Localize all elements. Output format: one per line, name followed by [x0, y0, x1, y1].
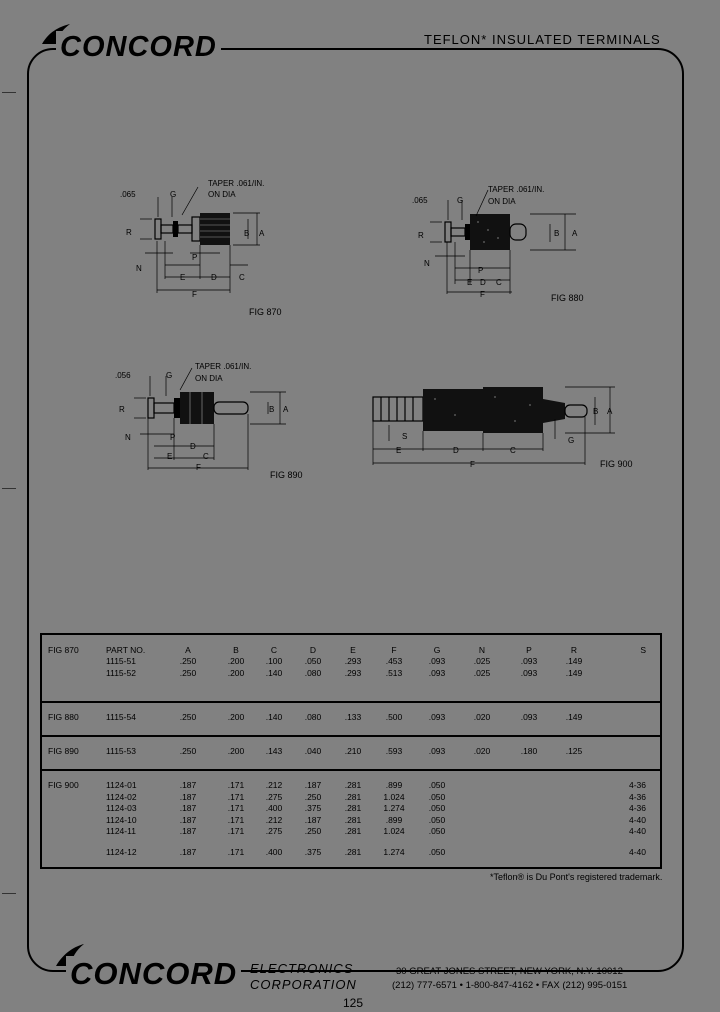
- table-cell-f: 1.024: [383, 791, 405, 802]
- table-cell-g: .093: [428, 656, 446, 666]
- table-group-fig-label: FIG 890: [48, 746, 79, 756]
- table-cell-c: .140: [265, 712, 283, 722]
- fig-870-dim-p: P: [192, 253, 198, 262]
- footer-electronics: ELECTRONICS: [250, 961, 354, 976]
- footer-address: 30 GREAT JONES STREET, NEW YORK, N.Y. 10012: [396, 966, 623, 977]
- fig-900-dim-c: C: [510, 446, 516, 455]
- fig-880-dim-a: A: [572, 229, 578, 238]
- fig-870-dim-065: .065: [120, 190, 136, 199]
- fig-890-dim-e: E: [167, 452, 173, 461]
- table-cell-g: .050: [428, 780, 446, 790]
- table-cell-c: .140: [265, 667, 283, 678]
- table-cell-d: .187: [304, 780, 322, 790]
- page-number: 125: [343, 996, 364, 1010]
- table-cell-d: .080: [304, 667, 322, 678]
- table-cell-part: 1124-10: [106, 814, 137, 825]
- table-cell-g: .050: [428, 791, 446, 802]
- table-cell-b: .171: [227, 846, 245, 857]
- table-cell-r: .149: [565, 712, 583, 722]
- fig-870-dim-a: A: [259, 229, 265, 238]
- table-cell-a: .187: [179, 780, 197, 790]
- table-cell-a: .250: [179, 667, 197, 678]
- table-header-col-n: N: [478, 645, 486, 655]
- fig-900-dim-a: A: [607, 407, 613, 416]
- table-header-col-c: C: [270, 645, 278, 655]
- table-cell-r: .149: [565, 656, 583, 666]
- table-cell-e: .293: [344, 667, 362, 678]
- table-cell-d: .187: [304, 814, 322, 825]
- table-cell-c: .143: [265, 746, 283, 756]
- table-cell-d: .375: [304, 846, 322, 857]
- fig-890-dim-g: G: [166, 371, 173, 380]
- table-cell-a: .187: [179, 814, 197, 825]
- trademark-footnote: *Teflon® is Du Pont's registered trademark.: [490, 872, 663, 882]
- table-cell-e: .281: [344, 826, 362, 836]
- table-cell-part: 1115-52: [106, 667, 136, 678]
- table-cell-d: .375: [304, 803, 322, 813]
- table-header-col-g: G: [433, 645, 441, 655]
- fig-890-taper: TAPER .061/IN.: [195, 362, 252, 371]
- table-cell-f: 1.274: [383, 803, 405, 813]
- fig-880-dim-n: N: [424, 259, 430, 268]
- table-cell-b: .171: [227, 780, 245, 790]
- table-divider: [42, 701, 660, 703]
- fig-870-dim-e: E: [180, 273, 186, 282]
- fig-890-dim-056: .056: [115, 371, 131, 380]
- table-cell-part: 1115-51: [106, 656, 136, 666]
- fig-890-on-dia: ON DIA: [195, 374, 223, 383]
- table-cell-n: .020: [473, 712, 491, 722]
- fig-900-caption: FIG 900: [600, 459, 633, 469]
- fig-880-dim-g: G: [457, 196, 464, 205]
- fig-890-dim-c: C: [203, 452, 209, 461]
- table-cell-g: .050: [428, 803, 446, 813]
- table-cell-g: .050: [428, 826, 446, 836]
- table-header-col-r: R: [570, 645, 578, 655]
- table-cell-s: 4-40: [628, 846, 646, 857]
- fig-870-dim-f: F: [192, 290, 197, 299]
- fig-880-dim-c: C: [496, 278, 502, 287]
- table-cell-b: .200: [227, 746, 245, 756]
- table-cell-e: .293: [344, 656, 362, 666]
- table-cell-d: .250: [304, 826, 322, 836]
- table-cell-b: .171: [227, 826, 245, 836]
- fig-880-dim-p: P: [478, 266, 484, 275]
- table-header-col-b: B: [233, 645, 239, 655]
- table-cell-d: .080: [304, 712, 322, 722]
- footer-logo: CONCORD: [66, 956, 241, 992]
- fig-870-dim-c: C: [239, 273, 245, 282]
- table-cell-a: .250: [179, 746, 197, 756]
- fig-890-dim-b: B: [269, 405, 275, 414]
- fig-890-dim-p: P: [170, 433, 176, 442]
- table-cell-s: 4-36: [628, 791, 646, 802]
- fig-890-dim-f: F: [196, 463, 201, 472]
- table-cell-n: .025: [473, 667, 491, 678]
- fig-870-dim-b: B: [244, 229, 250, 238]
- table-cell-e: .281: [344, 846, 362, 857]
- table-cell-part: 1124-11: [106, 826, 136, 836]
- table-group-fig-label: FIG 880: [48, 712, 79, 722]
- table-cell-s: 4-36: [628, 803, 646, 813]
- table-header-col-f: F: [391, 645, 397, 655]
- table-cell-e: .281: [344, 780, 362, 790]
- table-header-part: PART NO.: [106, 645, 146, 655]
- table-cell-f: .453: [385, 656, 403, 666]
- table-cell-p: .093: [520, 712, 538, 722]
- table-cell-c: .400: [265, 803, 283, 813]
- table-cell-f: .899: [385, 814, 403, 825]
- table-cell-n: .020: [473, 746, 491, 756]
- specifications-table: [40, 633, 662, 869]
- table-cell-f: .899: [385, 780, 403, 790]
- header-logo: CONCORD: [56, 31, 221, 64]
- table-cell-r: .125: [565, 746, 583, 756]
- fig-870-dim-r: R: [126, 228, 132, 237]
- table-header-fig: FIG 870: [48, 645, 79, 655]
- table-cell-e: .133: [344, 712, 362, 722]
- table-cell-part: 1115-53: [106, 746, 136, 756]
- table-cell-part: 1124-03: [106, 803, 137, 813]
- binding-mark: [2, 488, 16, 489]
- table-divider: [42, 769, 660, 771]
- fig-900-drawing: [365, 375, 625, 470]
- table-cell-f: 1.274: [383, 846, 405, 857]
- fig-900-dim-d: D: [453, 446, 459, 455]
- table-cell-b: .171: [227, 814, 245, 825]
- table-cell-b: .171: [227, 791, 245, 802]
- table-cell-n: .025: [473, 656, 491, 666]
- table-cell-s: 4-36: [628, 780, 646, 790]
- fig-870-taper: TAPER .061/IN.: [208, 179, 265, 188]
- table-cell-part: 1124-12: [106, 846, 137, 857]
- fig-870-dim-d: D: [211, 273, 217, 282]
- table-cell-p: .093: [520, 667, 538, 678]
- table-cell-g: .093: [428, 667, 446, 678]
- fig-880-dim-f: F: [480, 290, 485, 299]
- table-cell-g: .050: [428, 846, 446, 857]
- table-cell-g: .093: [428, 746, 446, 756]
- table-cell-a: .187: [179, 791, 197, 802]
- fig-870-on-dia: ON DIA: [208, 190, 236, 199]
- table-cell-c: .400: [265, 846, 283, 857]
- fig-880-caption: FIG 880: [551, 293, 584, 303]
- table-cell-a: .187: [179, 826, 197, 836]
- table-cell-part: 1115-54: [106, 712, 136, 722]
- fig-880-dim-b: B: [554, 229, 560, 238]
- fig-870-caption: FIG 870: [249, 307, 282, 317]
- fig-890-dim-d: D: [190, 442, 196, 451]
- table-cell-e: .281: [344, 791, 362, 802]
- fig-890-caption: FIG 890: [270, 470, 303, 480]
- table-cell-c: .275: [265, 826, 283, 836]
- table-cell-d: .050: [304, 656, 322, 666]
- table-divider: [42, 735, 660, 737]
- fig-880-on-dia: ON DIA: [488, 197, 516, 206]
- fig-880-dim-r: R: [418, 231, 424, 240]
- fig-900-dim-e: E: [396, 446, 402, 455]
- table-cell-a: .187: [179, 846, 197, 857]
- table-cell-s: 4-40: [628, 814, 646, 825]
- fig-870-dim-n: N: [136, 264, 142, 273]
- table-cell-part: 1124-02: [106, 791, 137, 802]
- table-cell-e: .210: [344, 746, 362, 756]
- table-cell-r: .149: [565, 667, 583, 678]
- fig-890-dim-n: N: [125, 433, 131, 442]
- table-header-col-s: S: [640, 645, 646, 655]
- fig-880-dim-065: .065: [412, 196, 428, 205]
- table-cell-f: .500: [385, 712, 403, 722]
- footer-corporation: CORPORATION: [250, 977, 357, 992]
- table-header-col-p: P: [526, 645, 532, 655]
- page-title: TEFLON* INSULATED TERMINALS: [420, 32, 665, 47]
- table-cell-c: .212: [265, 814, 283, 825]
- table-cell-p: .180: [520, 746, 538, 756]
- table-cell-b: .200: [227, 712, 245, 722]
- table-cell-f: 1.024: [383, 826, 405, 836]
- fig-900-dim-s: S: [402, 432, 408, 441]
- table-cell-a: .250: [179, 712, 197, 722]
- fig-900-dim-f: F: [470, 460, 475, 469]
- table-cell-c: .100: [265, 656, 283, 666]
- table-cell-p: .093: [520, 656, 538, 666]
- table-header-col-e: E: [350, 645, 356, 655]
- table-cell-c: .275: [265, 791, 283, 802]
- table-cell-b: .200: [227, 667, 245, 678]
- table-cell-d: .040: [304, 746, 322, 756]
- table-cell-e: .281: [344, 803, 362, 813]
- table-cell-d: .250: [304, 791, 322, 802]
- table-cell-s: 4-40: [628, 826, 646, 836]
- table-cell-g: .093: [428, 712, 446, 722]
- footer-phones: (212) 777-6571 • 1-800-847-4162 • FAX (212) 995-0151: [392, 980, 628, 991]
- fig-890-dim-a: A: [283, 405, 289, 414]
- fig-880-taper: TAPER .061/IN.: [488, 185, 545, 194]
- binding-mark: [2, 92, 16, 93]
- table-cell-f: .593: [385, 746, 403, 756]
- table-cell-a: .250: [179, 656, 197, 666]
- table-cell-part: 1124-01: [106, 780, 137, 790]
- fig-880-dim-d: D: [480, 278, 486, 287]
- fig-880-dim-e: E: [467, 278, 473, 287]
- table-cell-f: .513: [385, 667, 403, 678]
- table-group-fig-label: FIG 900: [48, 780, 79, 790]
- table-cell-b: .200: [227, 656, 245, 666]
- fig-870-dim-g: G: [170, 190, 177, 199]
- table-cell-a: .187: [179, 803, 197, 813]
- fig-900-dim-g: G: [568, 436, 575, 445]
- table-header-col-a: A: [185, 645, 191, 655]
- fig-890-dim-r: R: [119, 405, 125, 414]
- table-header-col-d: D: [309, 645, 317, 655]
- binding-mark: [2, 893, 16, 894]
- fig-900-dim-b: B: [593, 407, 599, 416]
- table-cell-b: .171: [227, 803, 245, 813]
- table-cell-c: .212: [265, 780, 283, 790]
- table-cell-g: .050: [428, 814, 446, 825]
- table-cell-e: .281: [344, 814, 362, 825]
